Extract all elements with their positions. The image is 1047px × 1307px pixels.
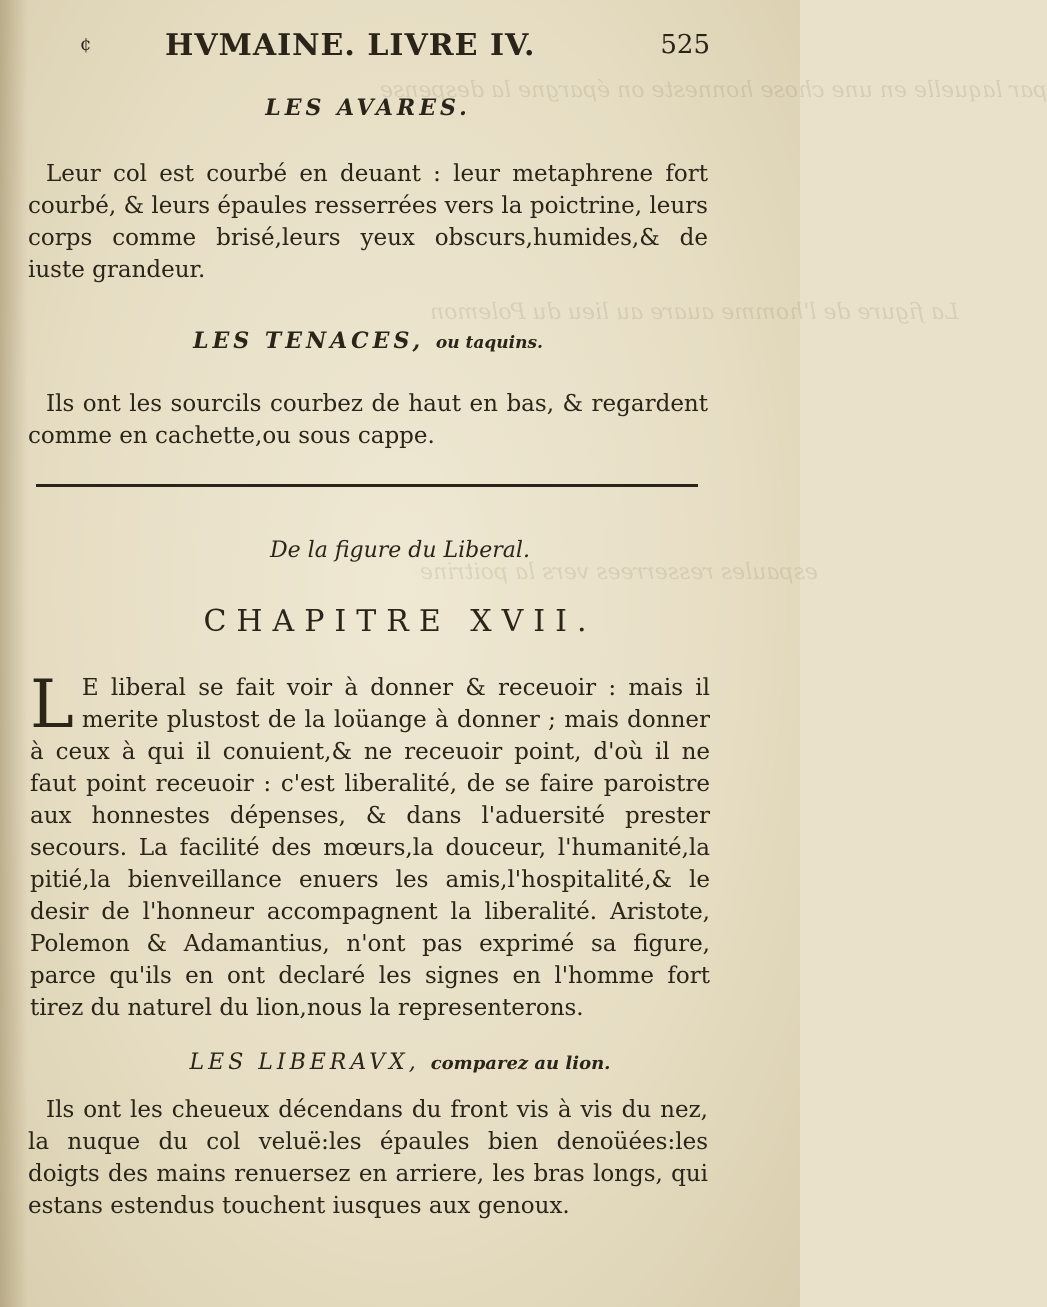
page-number: 525 [660,30,710,60]
figure-caption: De la figure du Liberal. [270,538,530,563]
bleed-through-text: par laquelle en une chose honneste on épargne la despense [380,78,1047,103]
section-title-main: LES TENACES, [193,328,425,354]
section-title [28,328,708,354]
section-tenaces [28,328,708,354]
signature-mark: ¢ [80,34,92,55]
bleed-through-text: La figure de l'homme auare au lieu du Polemon [430,300,959,325]
section-subtitle: comparez au lion. [430,1053,611,1074]
paragraph: Ils ont les sourcils courbez de haut en bas, & regardent comme en cachette,ou sous cappe. [28,391,708,449]
bleed-through-text: espaules resserrees vers la poitrine [420,560,818,585]
section-avares [28,95,708,121]
horizontal-rule [36,484,698,487]
gutter-shadow [0,0,28,1307]
page-header [60,28,710,68]
paragraph: Leur col est courbé en deuant : leur metaphrene fort courbé, & leurs épaules resserrées vers la poictrine, leurs corps comme brisé,leurs yeux obscurs,humides,& de iuste grandeur. [28,161,708,283]
section-title [0,1050,800,1075]
chapter-heading: CHAPITRE XVII. [203,604,597,639]
section-liberaux-body [28,1094,708,1222]
paragraph: E liberal se fait voir à donner & receuoir : mais il merite plustost de la loüange à donner ; mais donner à ceux à qui il conuient,& ne receuoir point, d'où il ne faut point receuoir : c'est liberalité, de se faire paroistre aux honnestes dépenses, & dans l'aduersité prester secours. La facilité des mœurs,la douceur, l'humanité,la pitié,la bienveillance enuers les amis,l'hospitalité,& le desir de l'honneur accompagnent la liberalité. Aristote, Polemon & Adamantius, n'ont pas exprimé sa figure, parce qu'ils en ont declaré les signes en l'homme fort tirez du naturel du lion,nous la representerons. [30,675,710,1021]
section-subtitle: ou taquins. [435,333,543,353]
drop-cap: L [30,666,74,743]
section-title: LES AVARES. [265,95,471,121]
section-tenaces-body [28,388,708,452]
section-avares-body [28,158,708,286]
section-title-main: LES LIBERAVX, [189,1050,420,1075]
section-liberal-body [30,666,710,1024]
paragraph: Ils ont les cheueux décendans du front vis à vis du nez, la nuque du col veluë:les épaules bien denoüées:les doigts des mains renuersez en arriere, les bras longs, qui estans estendus touchent iusques aux genoux. [28,1097,708,1219]
running-head: HVMAINE. LIVRE IV. [165,28,536,63]
